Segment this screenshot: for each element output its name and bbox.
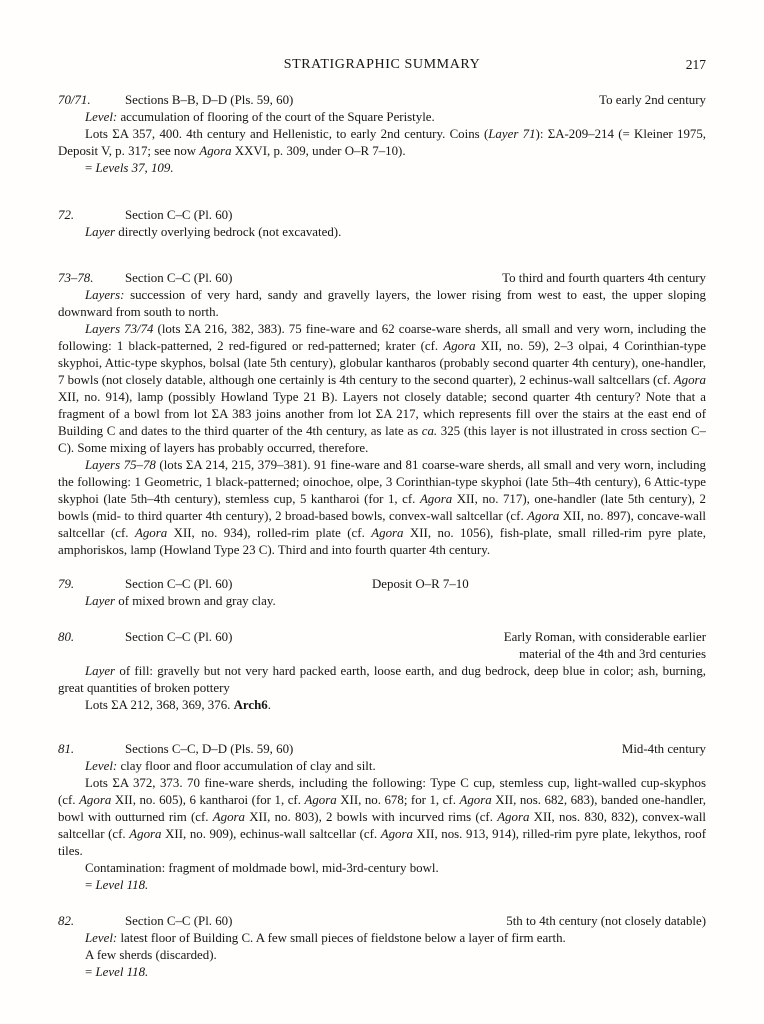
note-line: To third and fourth quarters 4th century: [502, 271, 706, 285]
entries: [58, 92, 706, 981]
page-header: [58, 56, 706, 73]
text-segment: latest floor of Building C. A few small pieces of fieldstone below a layer of firm earth.: [117, 931, 566, 945]
entry-paragraph: [58, 457, 706, 559]
text-segment: XII, nos. 682, 683), banded one-handler, bowl with outturned rim (cf.: [58, 793, 706, 824]
text-segment: XII, nos. 830, 832), convex-wall saltcellar (cf.: [58, 810, 706, 841]
text-segment: XII, no. 717), one-handler (late 5th century), 2 bowls (mid- to third quarter 4th century), 2 broad-based bowls, convex-wall saltcellar (cf.: [58, 492, 706, 523]
text-segment: Agora: [199, 144, 232, 158]
text-segment: XII, no. 934), rolled-rim plate (cf.: [167, 526, 372, 540]
entry-paragraph: [58, 663, 706, 697]
text-segment: Agora: [134, 526, 168, 540]
text-segment: Agora: [497, 810, 530, 824]
entry-72: [58, 207, 706, 241]
entry-paragraph: [58, 593, 706, 610]
text-segment: Agora: [527, 509, 560, 523]
entry-number: 82.: [58, 914, 75, 928]
note-line: Early Roman, with considerable earlier: [503, 630, 706, 644]
text-segment: Layers 73/74: [85, 322, 154, 336]
text-segment: Level 118.: [95, 878, 149, 892]
text-segment: (lots ΣA 214, 215, 379–381). 91 fine-ware and 81 coarse-ware sherds, all small and very worn, including the following: 1 Geometric, 1 black-patterned; oinochoe, olpe, 3 Corinthian-type skyphoi (late 5th–4th century), 6 Attic-type skyphoi (late 5th–4th century), stemless cup, 5 kantharoi (for 1, cf.: [58, 458, 706, 506]
text-segment: Arch6: [233, 698, 268, 712]
note-line: material of the 4th and 3rd centuries: [519, 647, 706, 661]
entry-paragraph: [58, 775, 706, 860]
text-segment: Agora: [443, 339, 476, 353]
text-segment: clay floor and floor accumulation of clay and silt.: [117, 759, 376, 773]
entry-heading: [58, 270, 706, 287]
entry-paragraph: [58, 321, 706, 457]
text-segment: XII, no. 909), echinus-wall saltcellar (cf.: [161, 827, 381, 841]
entry-heading: [58, 207, 706, 224]
entry-paragraph: [58, 287, 706, 321]
entry-82: [58, 913, 706, 981]
text-segment: XII, nos. 913, 914), rilled-rim pyre plate, lekythos, roof tiles.: [58, 827, 706, 858]
text-segment: Layer: [85, 594, 116, 608]
entry-number: 73–78.: [58, 271, 94, 285]
text-segment: Agora: [129, 827, 162, 841]
text-segment: Contamination: fragment of moldmade bowl, mid-3rd-century bowl.: [85, 861, 439, 875]
text-segment: of mixed brown and gray clay.: [115, 594, 276, 608]
text-segment: A few sherds (discarded).: [85, 948, 217, 962]
entry-section-title: Sections B–B, D–D (Pls. 59, 60): [125, 93, 294, 107]
text-segment: =: [85, 965, 96, 979]
text-segment: XII, no. 59), 2–3 olpai, 4 Corinthian-type skyphoi, Attic-type skyphos, bolsal (late 5th century), globular kantharos (probably second quarter 4th century), one-handler, 7 bowls (not closely datable, although one certainly is 4th century to the second quarter), 2 echinus-wall saltcellars (cf.: [58, 339, 706, 387]
text-segment: Agora: [212, 810, 245, 824]
text-segment: XII, no. 678; for 1, cf.: [336, 793, 460, 807]
entry-section-title: Section C–C (Pl. 60): [125, 208, 233, 222]
text-segment: Lots ΣA 212, 368, 369, 376.: [85, 698, 234, 712]
text-segment: Agora: [304, 793, 337, 807]
entry-paragraph: [58, 697, 706, 714]
date-range-note: [492, 629, 706, 663]
entry-heading: [58, 92, 706, 109]
text-segment: ): ΣA-209–214 (= Kleiner 1975, Deposit V, p. 317; see now: [58, 127, 707, 158]
entry-70-71: [58, 92, 706, 177]
text-segment: Level:: [85, 931, 118, 945]
text-segment: directly overlying bedrock (not excavated).: [115, 225, 342, 239]
text-segment: accumulation of flooring of the court of the Square Peristyle.: [117, 110, 435, 124]
entry-paragraph: [58, 877, 706, 894]
text-segment: Layer: [85, 664, 116, 678]
entry-paragraph: [58, 947, 706, 964]
page-content: [58, 56, 706, 981]
entry-heading: [58, 913, 706, 930]
text-segment: Layer: [85, 225, 116, 239]
date-range-note: [490, 270, 706, 287]
text-segment: Agora: [371, 526, 404, 540]
entry-section-title: Section C–C (Pl. 60): [125, 630, 233, 644]
text-segment: of fill: gravelly but not very hard packed earth, loose earth, and dug bedrock, deep blue in color; ash, burning, great quantities of broken pottery: [58, 664, 706, 695]
entry-section-title: Section C–C (Pl. 60): [125, 271, 233, 285]
entry-heading: [58, 741, 706, 758]
entry-paragraph: [58, 964, 706, 981]
text-segment: Layers:: [85, 288, 125, 302]
entry-79: [58, 576, 706, 610]
page-number: 217: [685, 57, 706, 72]
text-segment: Layer 71: [488, 127, 536, 141]
text-segment: Lots ΣA 357, 400. 4th century and Hellenistic, to early 2nd century. Coins (: [85, 127, 489, 141]
entry-paragraph: [58, 109, 706, 126]
entry-paragraph: [58, 860, 706, 877]
text-segment: XII, no. 803), 2 bowls with incurved rims (cf.: [244, 810, 498, 824]
date-range-note: [494, 913, 706, 930]
note-line: 5th to 4th century (not closely datable): [506, 914, 706, 928]
entry-heading: [58, 576, 706, 593]
text-segment: (lots ΣA 216, 382, 383). 75 fine-ware and 62 coarse-ware sherds, all small and very worn, including the following: 1 black-patterned, 2 red-figured or red-patterned; krater (cf.: [58, 322, 706, 353]
entry-paragraph: [58, 126, 706, 160]
date-range-note: [587, 92, 706, 109]
running-head-title: STRATIGRAPHIC SUMMARY: [283, 57, 481, 72]
text-segment: =: [85, 878, 96, 892]
text-segment: XII, no. 1056), fish-plate, small rilled-rim pyre plate, amphoriskos, lamp (Howland Type 23 C). Third and into fourth quarter 4th century.: [58, 526, 707, 557]
text-segment: succession of very hard, sandy and gravelly layers, the lower rising from west to east, the upper sloping downward from south to north.: [58, 288, 706, 319]
entry-number: 70/71.: [58, 93, 91, 107]
note-line: Deposit O–R 7–10: [372, 577, 469, 591]
text-segment: Agora: [79, 793, 112, 807]
note-line: To early 2nd century: [599, 93, 706, 107]
entry-number: 81.: [58, 742, 75, 756]
text-segment: 325 (this layer is not illustrated in cross section C–C). Some mixing of layers has probably occurred, therefore.: [58, 424, 706, 455]
entry-paragraph: [58, 930, 706, 947]
text-segment: Agora: [459, 793, 492, 807]
text-segment: ca.: [421, 424, 438, 438]
entry-section-title: Section C–C (Pl. 60): [125, 914, 233, 928]
text-segment: Lots ΣA 372, 373. 70 fine-ware sherds, including the following: Type C cup, stemless cup, light-walled cup-skyphos (cf.: [58, 776, 706, 807]
entry-heading: [58, 629, 706, 663]
entry-section-title: Section C–C (Pl. 60): [125, 577, 233, 591]
text-segment: XXVI, p. 309, under O–R 7–10).: [231, 144, 406, 158]
entry-81: [58, 741, 706, 894]
entry-80: [58, 629, 706, 714]
entry-paragraph: [58, 224, 706, 241]
entry-number: 72.: [58, 208, 75, 222]
entry-section-title: Sections C–C, D–D (Pls. 59, 60): [125, 742, 294, 756]
date-range-note: [610, 741, 706, 758]
entry-paragraph: [58, 160, 706, 177]
text-segment: .: [267, 698, 271, 712]
text-segment: XII, no. 897), concave-wall saltcellar (cf.: [58, 509, 706, 540]
deposit-note: [372, 576, 469, 593]
text-segment: XII, no. 914), lamp (possibly Howland Type 21 B). Layers not closely datable; second quarter 4th century? Note that a fragment of a bowl from lot ΣA 383 joins another from lot ΣA 217, which represents fill over the stairs at the east end of Building C and dates to the third quarter of the 4th century, as late as: [58, 390, 706, 438]
text-segment: Level:: [85, 759, 118, 773]
text-segment: Agora: [380, 827, 413, 841]
entry-number: 80.: [58, 630, 75, 644]
text-segment: Level:: [85, 110, 118, 124]
entry-73-78: [58, 270, 706, 559]
text-segment: Level 118.: [95, 965, 149, 979]
note-line: Mid-4th century: [621, 742, 706, 756]
text-segment: Agora: [673, 373, 706, 387]
text-segment: XII, no. 605), 6 kantharoi (for 1, cf.: [111, 793, 305, 807]
text-segment: =: [85, 161, 96, 175]
entry-paragraph: [58, 758, 706, 775]
text-segment: Levels 37, 109.: [95, 161, 174, 175]
entry-number: 79.: [58, 577, 75, 591]
text-segment: Agora: [419, 492, 453, 506]
text-segment: Layers 75–78: [85, 458, 156, 472]
